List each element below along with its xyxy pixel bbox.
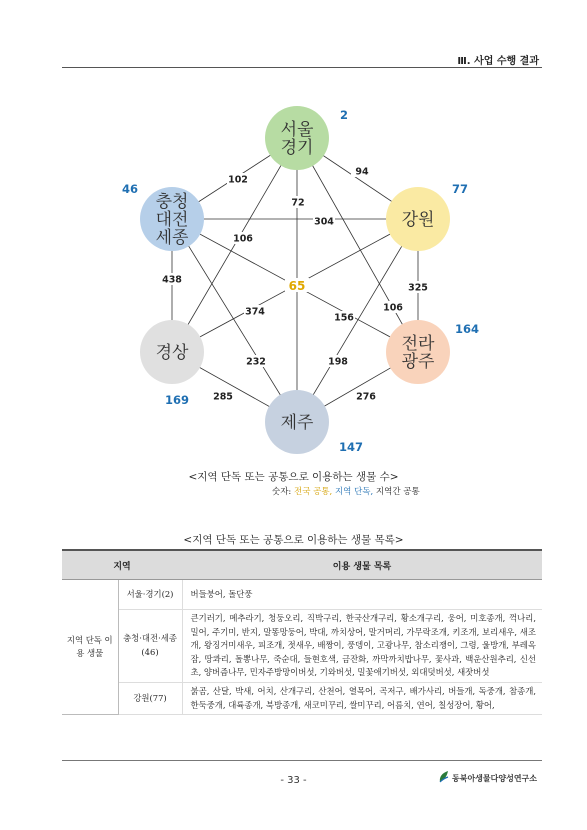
single-region-count-gangwon: 77 <box>451 182 469 196</box>
edge-label-gyeongsang-jeju: 285 <box>213 391 233 403</box>
footer-rule <box>62 760 542 761</box>
edge-label-seoul-jeolla: 156 <box>334 312 354 324</box>
single-region-count-chungcheong: 46 <box>121 182 139 196</box>
table-row <box>62 683 542 715</box>
region-cell: 강원(77) <box>118 683 182 715</box>
region-cell: 서울·경기(2) <box>118 580 182 610</box>
region-name-seoul: 서울 <box>280 120 314 140</box>
species-list-cell: 붉곰, 산달, 박새, 어치, 산개구리, 산천어, 열목어, 곡저구, 배가사리, 버들개, 독중개, 참종개, 한둑중개, 대륙종개, 북방종개, 새코미꾸리, 쌀미꾸리, 어름치, 연어, 칠성장어, 황어, <box>182 683 542 715</box>
table-row <box>62 610 542 683</box>
page-number: - 33 - <box>280 775 307 786</box>
region-name-gangwon: 강원 <box>401 210 435 230</box>
legend-single: 지역 단독, <box>334 487 374 497</box>
edge-label-gangwon-jeju: 106 <box>383 302 403 314</box>
species-list-cell: 큰기러기, 메추라기, 청둥오리, 직박구리, 한국산개구리, 황소개구리, 웅어, 미호종개, 꺽나리, 밀어, 주기미, 반지, 말똥망둥어, 박대, 까치상어, 말거머리, 가무락조개, 키조개, 보리새우, 새조개, 왕징거미새우, 피조개, 젓새우, 배짱이, 풍뎅이, 고광나무, 참소리쟁이, 그령, 울방개, 부레옥잠, 땅콰리, 돌뽕나무, 죽순대, 들현호색, 금잔화, 까막까치밥나무, 꽃사과, 백운산원추리, 신선초, 양버즘나무, 민자주방망이버섯, 기와버섯, 밀꽃애기버섯, 외대덧버섯, 새잣버섯 <box>182 610 542 683</box>
region-name-seoul: 경기 <box>280 138 314 158</box>
region-name-gyeongsang: 경상 <box>155 343 189 363</box>
group-label: 지역 단독 이용 생물 <box>62 580 118 715</box>
edge-label-chungcheong-gyeongsang: 438 <box>162 274 182 286</box>
header-list: 이용 생물 목록 <box>182 551 542 580</box>
region-name-jeolla: 광주 <box>401 352 435 372</box>
table-header-row <box>62 551 542 580</box>
institute-logo-icon <box>438 770 450 784</box>
edge-label-gangwon-gyeongsang: 374 <box>245 306 265 318</box>
edge-label-jeolla-jeju: 276 <box>356 391 376 403</box>
single-region-count-jeju: 147 <box>338 440 364 454</box>
diagram-legend <box>272 485 420 497</box>
national-common-count: 65 <box>288 279 306 293</box>
edge-label-gangwon-jeolla: 325 <box>408 282 428 294</box>
legend-national: 전국 공통, <box>294 487 333 497</box>
table-row <box>62 580 542 610</box>
legend-prefix: 숫자: <box>272 487 294 497</box>
region-name-jeju: 제주 <box>280 413 314 433</box>
organization-name: 동북아생물다양성연구소 <box>452 774 538 783</box>
edge-label-chungcheong-jeju: 232 <box>246 356 266 368</box>
region-name-chungcheong: 대전 <box>155 210 189 230</box>
region-network-diagram <box>0 95 587 465</box>
header-region: 지역 <box>62 551 182 580</box>
region-name-chungcheong: 충청 <box>155 192 189 212</box>
region-name-jeolla: 전라 <box>401 334 435 354</box>
single-region-count-gyeongsang: 169 <box>164 393 190 407</box>
species-table-container <box>62 549 542 746</box>
table-caption: <지역 단독 또는 공통으로 이용하는 생물 목록> <box>183 534 404 546</box>
region-cell: 충청·대전·세종 (46) <box>118 610 182 683</box>
edge-label-seoul-chungcheong: 102 <box>228 174 248 186</box>
species-list-cell: 버들붕어, 돌단풍 <box>182 580 542 610</box>
edge-label-seoul-jeju: 72 <box>291 197 305 209</box>
species-table <box>62 551 542 715</box>
diagram-caption: <지역 단독 또는 공통으로 이용하는 생물 수> <box>188 471 399 483</box>
single-region-count-jeolla: 164 <box>454 322 480 336</box>
region-name-chungcheong: 세종 <box>155 228 189 248</box>
edge-label-seoul-gangwon: 94 <box>355 166 369 178</box>
header-rule <box>62 67 542 68</box>
legend-shared: 지역간 공통 <box>375 487 420 497</box>
edge-label-seoul-gyeongsang: 198 <box>328 356 348 368</box>
single-region-count-seoul: 2 <box>339 108 349 122</box>
edge-label-chungcheong-gangwon: 304 <box>314 216 334 228</box>
section-header-title: Ⅲ. 사업 수행 결과 <box>457 56 539 67</box>
edge-label-chungcheong-jeolla: 106 <box>233 233 253 245</box>
